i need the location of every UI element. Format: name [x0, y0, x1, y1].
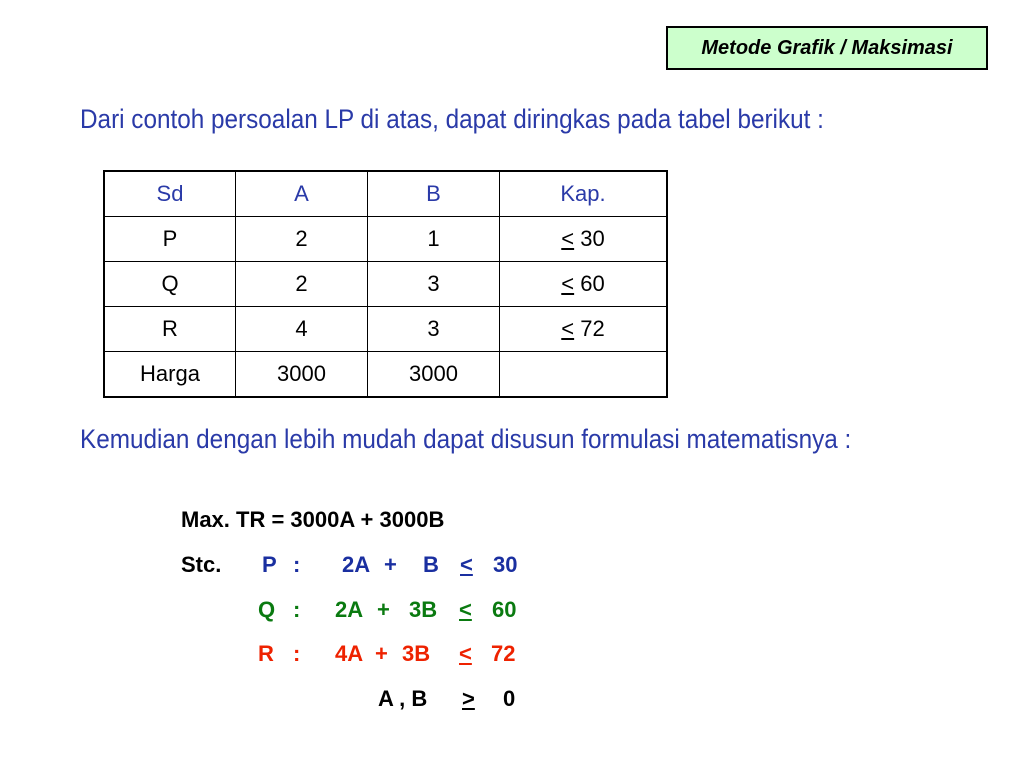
constraint-r-leq: < [459, 641, 472, 666]
constraint-q-label: Q [258, 597, 276, 622]
constraint-q-term-b: 3B [409, 597, 438, 622]
nonneg-vars: A , B [378, 686, 428, 711]
constraint-r-colon: : [293, 641, 301, 666]
cap-value: 30 [580, 226, 605, 251]
cap-value: 72 [580, 316, 605, 341]
cell-sd: P [104, 217, 236, 262]
header-kap: Kap. [500, 171, 668, 217]
objective-function: Max. TR = 3000A + 3000B [181, 507, 445, 532]
constraint-p-colon: : [293, 552, 301, 577]
header-a: A [236, 171, 368, 217]
constraint-p-leq: < [460, 552, 473, 577]
intro-text: Dari contoh persoalan LP di atas, dapat diringkas pada tabel berikut : [80, 104, 824, 134]
constraint-p-rhs: 30 [493, 552, 518, 577]
constraint-r-label: R [258, 641, 274, 666]
cell-kap [500, 307, 668, 352]
cell-b: 1 [368, 217, 500, 262]
cell-b: 3000 [368, 352, 500, 398]
constraint-p-term-b: B [423, 552, 439, 577]
table-row [104, 217, 667, 262]
constraint-q-leq: < [459, 597, 472, 622]
slide-title: Metode Grafik / Maksimasi [666, 26, 988, 70]
constraint-q-term-a: 2A [335, 597, 364, 622]
table-row [104, 307, 667, 352]
constraint-r-rhs: 72 [491, 641, 516, 666]
lp-summary-table [103, 170, 668, 398]
constraint-q-plus: + [377, 597, 390, 622]
leq-symbol: < [561, 316, 575, 341]
constraint-q-colon: : [293, 597, 301, 622]
constraint-p-label: P [262, 552, 277, 577]
constraint-p-plus: + [384, 552, 397, 577]
cell-sd: R [104, 307, 236, 352]
cell-a: 2 [236, 217, 368, 262]
constraint-r-plus: + [375, 641, 388, 666]
cell-a: 4 [236, 307, 368, 352]
cell-b: 3 [368, 262, 500, 307]
leq-symbol: < [561, 271, 575, 296]
nonneg-geq: > [462, 686, 475, 711]
constraint-q-rhs: 60 [492, 597, 517, 622]
cap-value: 60 [580, 271, 605, 296]
constraint-r-term-a: 4A [335, 641, 364, 666]
cell-a: 2 [236, 262, 368, 307]
header-b: B [368, 171, 500, 217]
cell-sd: Q [104, 262, 236, 307]
constraint-r-term-b: 3B [402, 641, 431, 666]
cell-b: 3 [368, 307, 500, 352]
table-header-row [104, 171, 667, 217]
cell-sd: Harga [104, 352, 236, 398]
header-sd: Sd [104, 171, 236, 217]
table-row [104, 352, 667, 398]
table-row [104, 262, 667, 307]
leq-symbol: < [561, 226, 575, 251]
constraint-p-term-a: 2A [342, 552, 371, 577]
cell-kap [500, 352, 668, 398]
stc-label: Stc. [181, 552, 222, 577]
formulation-intro-text: Kemudian dengan lebih mudah dapat disusun formulasi matematisnya : [80, 424, 852, 454]
cell-kap [500, 217, 668, 262]
cell-a: 3000 [236, 352, 368, 398]
cell-kap [500, 262, 668, 307]
nonneg-rhs: 0 [503, 686, 516, 711]
